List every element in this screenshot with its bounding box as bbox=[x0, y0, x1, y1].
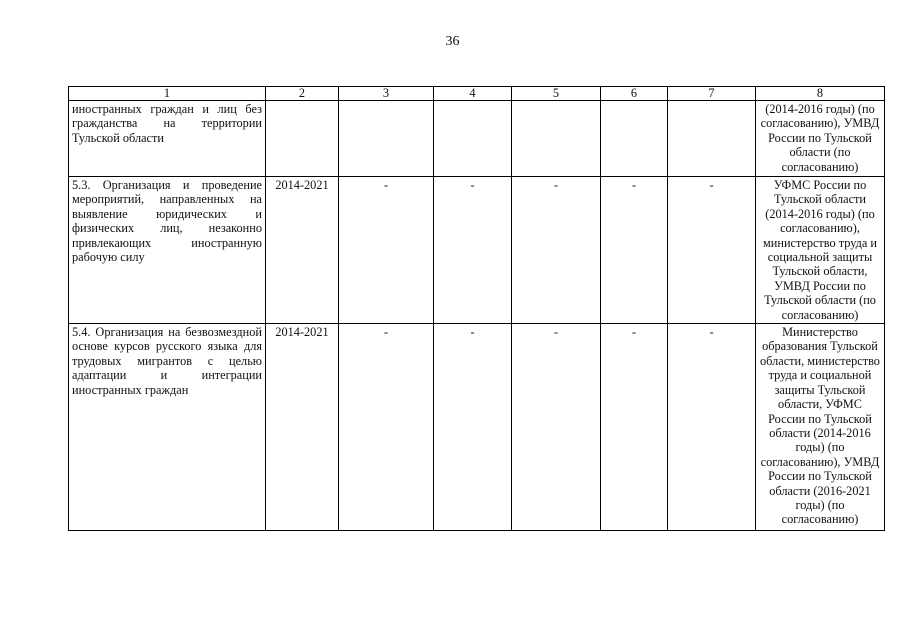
executor-cell: Министерство образования Тульской области, министерство труда и социальной защиты Тульской области, УФМС России по Тульской области (2014-2016 годы) (по согласованию), УМВД России по Тульской области (2016-2021 годы) (по согласованию) bbox=[756, 324, 885, 531]
period-cell bbox=[266, 101, 339, 177]
column-header: 3 bbox=[339, 87, 434, 101]
page-number: 36 bbox=[445, 34, 460, 49]
funding-cell: - bbox=[668, 324, 756, 531]
column-header: 2 bbox=[266, 87, 339, 101]
table-row bbox=[69, 101, 885, 177]
funding-cell: - bbox=[512, 324, 601, 531]
program-table bbox=[68, 86, 885, 531]
column-header: 5 bbox=[512, 87, 601, 101]
funding-cell: - bbox=[434, 324, 512, 531]
funding-cell bbox=[512, 101, 601, 177]
column-header: 8 bbox=[756, 87, 885, 101]
measure-description: 5.4. Организация на безвозмездной основе курсов русского языка для трудовых мигрантов с целью адаптации и интеграции иностранных граждан bbox=[69, 324, 266, 531]
table-row bbox=[69, 324, 885, 531]
measure-description: иностранных граждан и лиц без гражданства на территории Тульской области bbox=[69, 101, 266, 177]
executor-cell: УФМС России по Тульской области (2014-2016 годы) (по согласованию), министерство труда и социальной защиты Тульской области, УМВД России по Тульской области (по согласованию) bbox=[756, 177, 885, 324]
funding-cell bbox=[434, 101, 512, 177]
executor-cell: (2014-2016 годы) (по согласованию), УМВД России по Тульской области (по согласованию) bbox=[756, 101, 885, 177]
funding-cell bbox=[601, 101, 668, 177]
funding-cell bbox=[668, 101, 756, 177]
measure-description: 5.3. Организация и проведение мероприятий, направленных на выявление юридических и физических лиц, незаконно привлекающих иностранную рабочую силу bbox=[69, 177, 266, 324]
funding-cell: - bbox=[339, 324, 434, 531]
column-header: 7 bbox=[668, 87, 756, 101]
column-header: 1 bbox=[69, 87, 266, 101]
period-cell: 2014-2021 bbox=[266, 324, 339, 531]
column-header: 6 bbox=[601, 87, 668, 101]
funding-cell: - bbox=[601, 177, 668, 324]
funding-cell: - bbox=[339, 177, 434, 324]
funding-cell: - bbox=[512, 177, 601, 324]
column-header: 4 bbox=[434, 87, 512, 101]
funding-cell: - bbox=[434, 177, 512, 324]
funding-cell bbox=[339, 101, 434, 177]
funding-cell: - bbox=[668, 177, 756, 324]
table-header-row bbox=[69, 87, 885, 101]
period-cell: 2014-2021 bbox=[266, 177, 339, 324]
funding-cell: - bbox=[601, 324, 668, 531]
table-row bbox=[69, 177, 885, 324]
